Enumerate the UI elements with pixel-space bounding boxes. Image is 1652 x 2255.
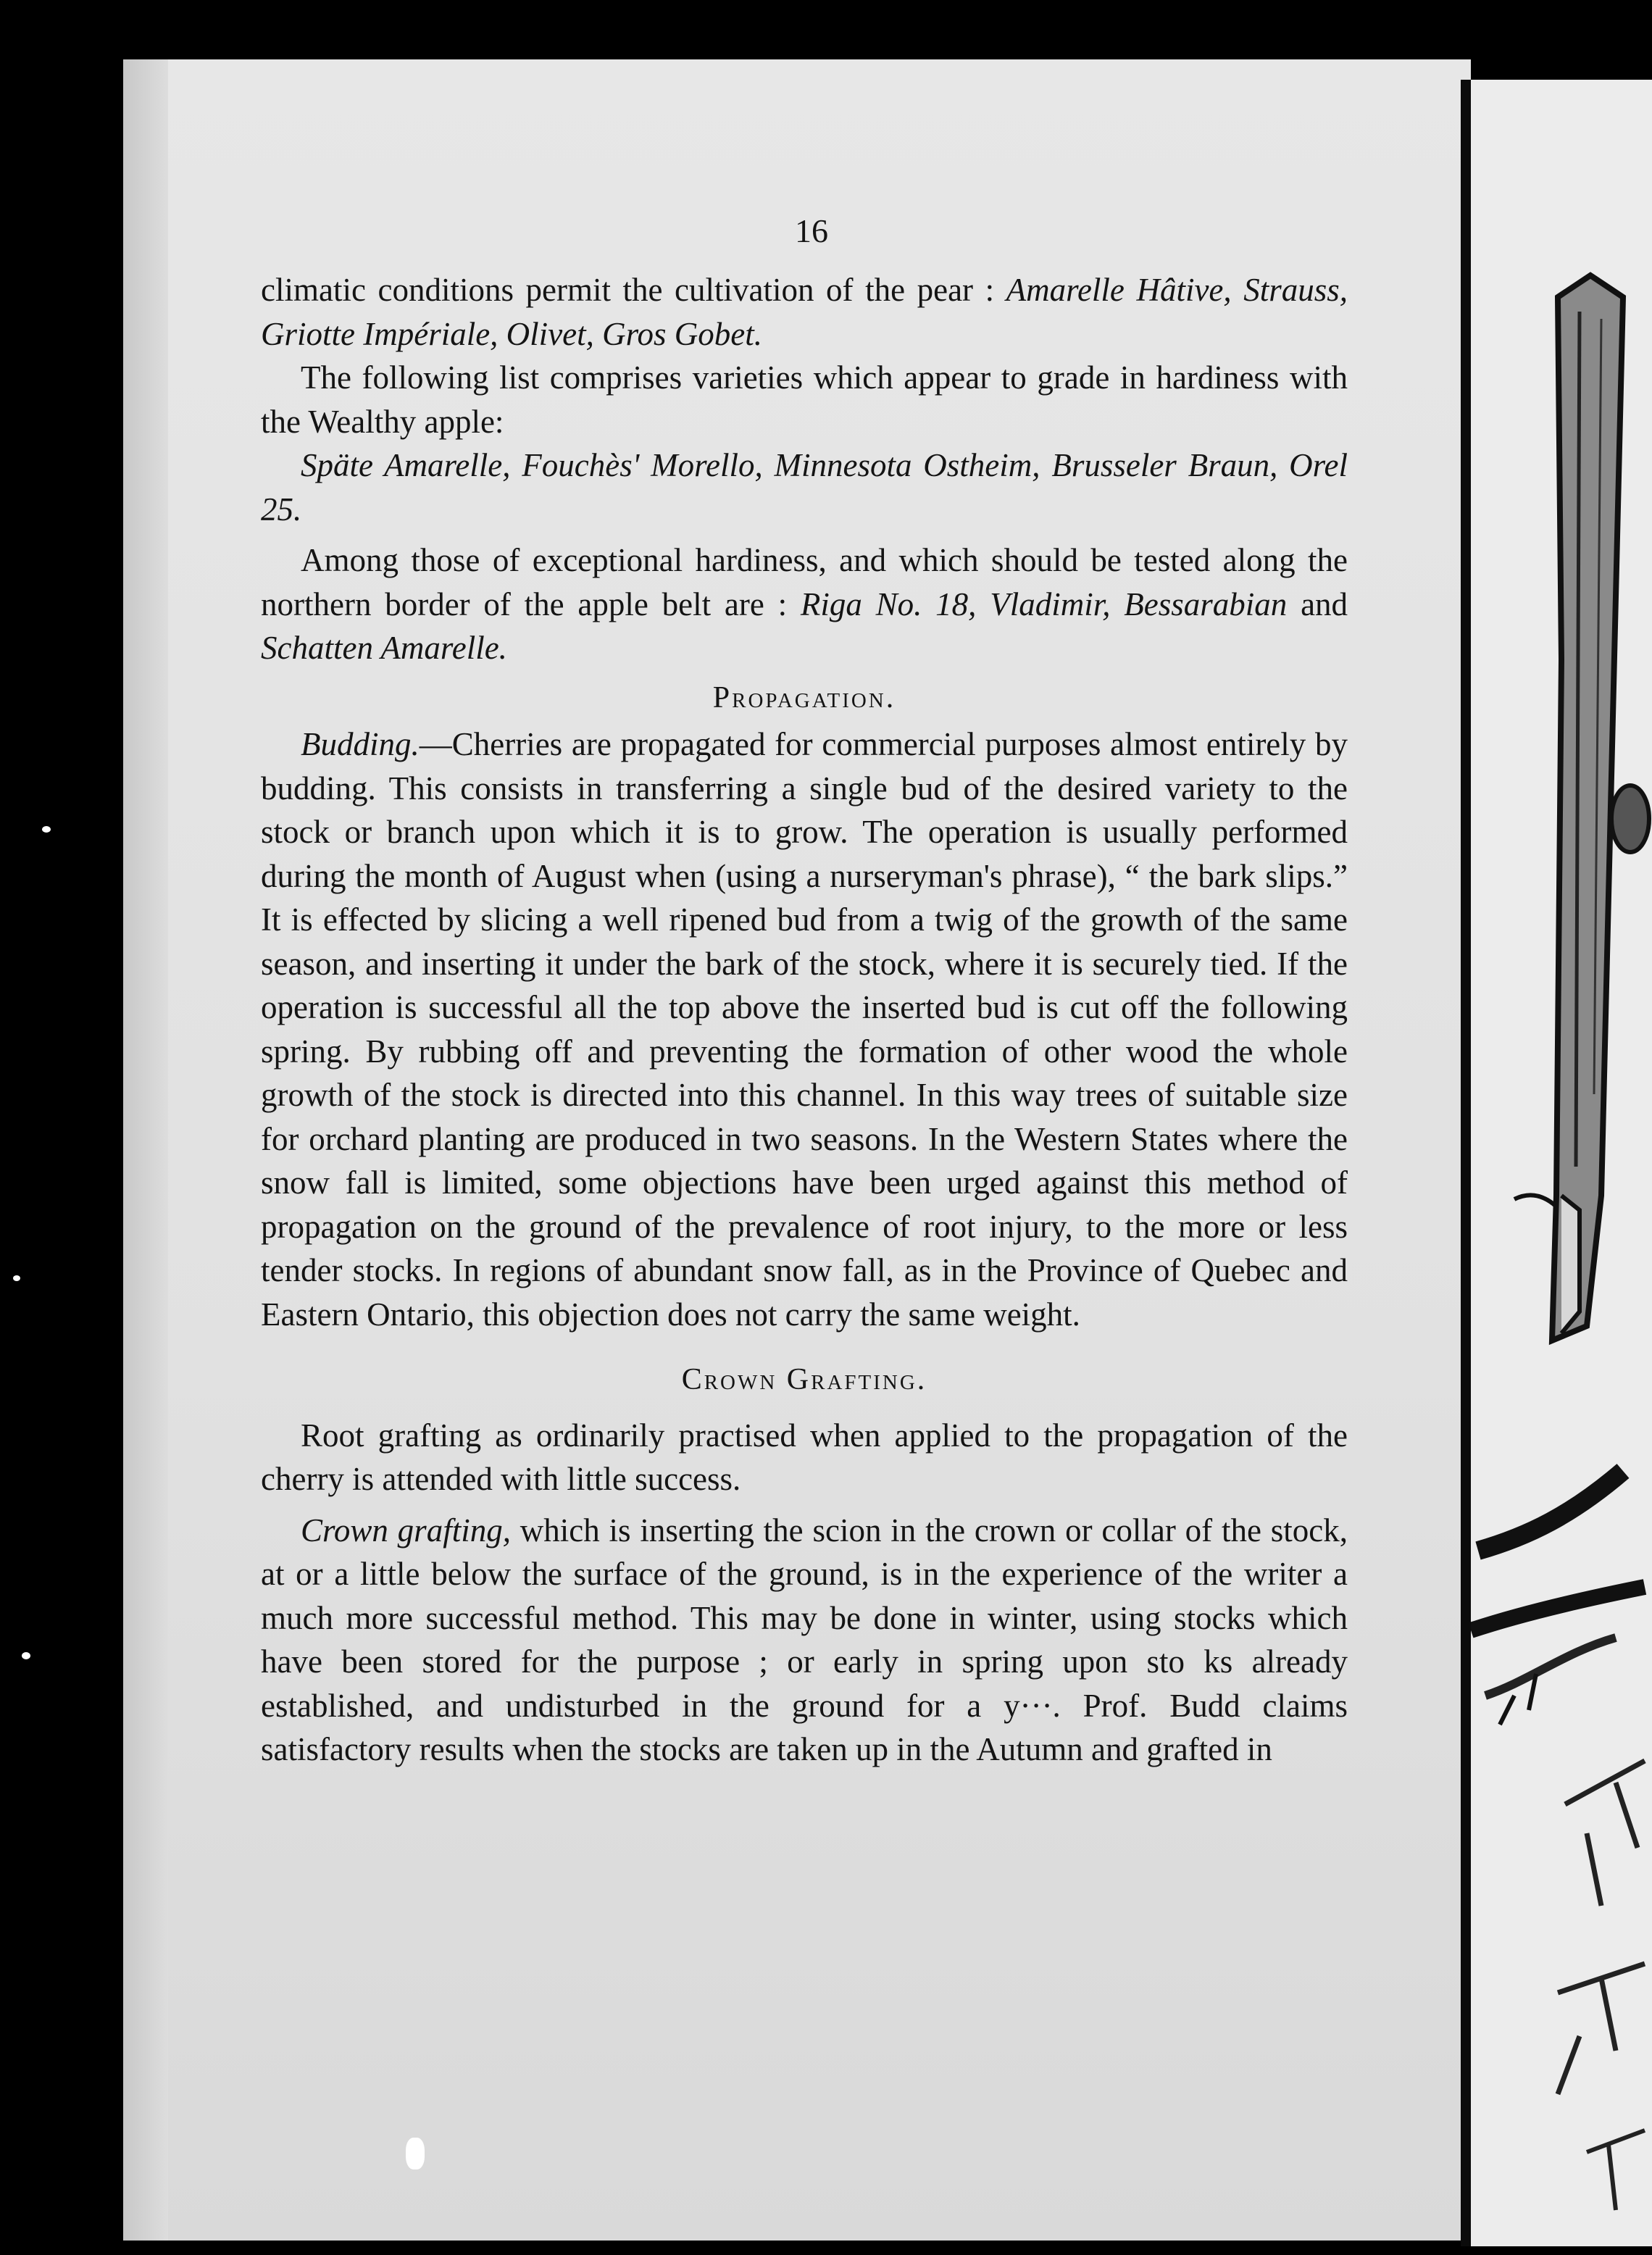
budding-body: —Cherries are propagated for commercial purposes almost entirely by budding. This consists in transferring a single bud of the desired variety to the stock or branch upon which it is to grow. The operation is usually performed during the month of August when (using a nurseryman's phrase), “ the bark slips.” It is effected by slicing a well ripened bud from a twig of the growth of the same season, and inserting it under the bark of the stock, where it is securely tied. If the operation is successful all the top above the inserted bud is cut off the following spring. By rubbing off and preventing the formation of other wood the whole growth of the stock is directed into this channel. In this way trees of suitable size for orchard planting are produced in two seasons. In the Western States where the snow fall is limited, some objections have been urged against this method of propagation on the ground of the prevalence of root injury, to the more or less tender stocks. In regions of abundant snow fall, as in the Province of Quebec and Eastern Ontario, this objection does not carry the same weight. [261, 726, 1348, 1333]
root-grafting-paragraph: Root grafting as ordinarily practised when applied to the propagation of the cherry is attended with little success. [261, 1417, 1348, 1497]
section-heading-crown-grafting: Crown Grafting. [681, 1363, 927, 1396]
paper-blemish [406, 2138, 425, 2169]
crown-grafting-lead: Crown grafting, [301, 1512, 511, 1549]
variety-vladimir: Vladimir, [990, 585, 1111, 622]
crown-grafting-paragraph [261, 1509, 1348, 1772]
page-edge-shadow [123, 59, 168, 2241]
budding-lead: Budding. [301, 726, 420, 762]
grafted-stock-illustration [1471, 80, 1652, 2246]
illustration-plate [1471, 80, 1652, 2246]
page-text [261, 268, 1348, 1772]
budding-paragraph [261, 722, 1348, 1336]
wealthy-intro-paragraph: The following list comprises varieties which appear to grade in hardiness with the Wealthy apple: [261, 359, 1348, 440]
variety-riga: Riga No. 18, [800, 585, 977, 622]
variety-bessarabian: Bessarabian [1124, 585, 1288, 622]
page-gutter [1461, 80, 1471, 2246]
hardiness-text: Among those of exceptional hardiness, and which should be tested along the northern border of the apple belt are : [261, 542, 1348, 622]
scan-speck [42, 826, 51, 833]
crown-grafting-body: which is inserting the scion in the crown or collar of the stock, at or a little below the surface of the ground, is in the experience of the writer a much more successful method. This may be done in winter, using stocks which have been stored for the purpose ; or early in spring upon sto ks already established, and undisturbed in the ground for a y···. Prof. Budd claims satisfactory results when the stocks are taken up in the Autumn and grafted in [261, 1512, 1348, 1767]
opening-varieties: Amarelle Hâtive, Strauss, Griotte Impériale, Olivet, Gros Gobet. [261, 272, 1348, 352]
opening-text: climatic conditions permit the cultivation of the pear : [261, 272, 995, 308]
wealthy-varieties-list: Späte Amarelle, Fouchès' Morello, Minnesota Ostheim, Brusseler Braun, Orel 25. [261, 447, 1348, 528]
variety-schatten-amarelle: Schatten Amarelle. [261, 630, 507, 666]
scan-speck [22, 1652, 30, 1659]
scan-speck [13, 1275, 20, 1281]
opening-paragraph [261, 268, 1348, 356]
hardiness-paragraph [261, 538, 1348, 670]
conjunction-and: and [1301, 585, 1348, 622]
section-heading-propagation: Propagation. [712, 680, 896, 714]
page-number: 16 [795, 212, 828, 249]
